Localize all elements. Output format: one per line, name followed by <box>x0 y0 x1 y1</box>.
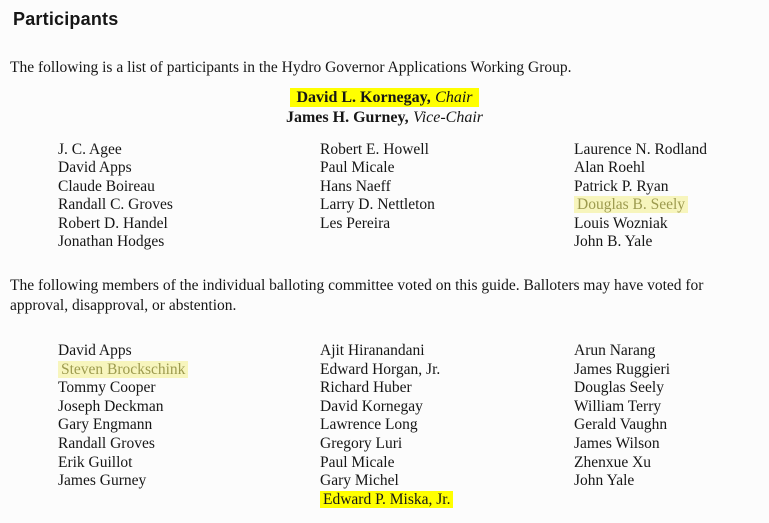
participant-name: J. C. Agee <box>58 140 122 158</box>
participant-name <box>320 491 574 510</box>
highlighted-participant-name: Steven Brockschink <box>58 361 188 378</box>
participant-name: Larry D. Nettleton <box>320 196 435 214</box>
vice-chair-name: James H. Gurney, <box>285 108 409 126</box>
participant-name: Richard Huber <box>320 379 412 397</box>
participant-name: Zhenxue Xu <box>574 453 652 471</box>
participant-name: Arun Narang <box>574 342 656 360</box>
participant-name: David Kornegay <box>320 397 423 415</box>
participant-name: Gerald Vaughn <box>574 416 668 434</box>
working-group-intro: The following is a list of participants in the Hydro Governor Applications Working Group. <box>10 59 572 76</box>
participant-name: James Wilson <box>574 435 660 453</box>
participant-name: James Ruggieri <box>574 360 670 378</box>
participant-name: Tommy Cooper <box>58 379 156 397</box>
officers-block <box>0 88 769 128</box>
participant-name: Claude Boireau <box>58 177 155 195</box>
participant-name: John Yale <box>574 472 635 490</box>
participant-name: Jonathan Hodges <box>58 233 165 251</box>
participant-name: John B. Yale <box>574 233 653 251</box>
page-title: Participants <box>13 9 119 29</box>
balloting-column-3 <box>574 342 769 509</box>
participant-name: David Apps <box>58 342 132 360</box>
participant-name: Alan Roehl <box>574 159 646 177</box>
participant-name <box>574 196 769 215</box>
working-group-column-3 <box>574 141 769 253</box>
balloting-column-1 <box>58 342 320 509</box>
chair-line <box>0 88 769 108</box>
participant-name <box>58 361 320 380</box>
participant-name: James Gurney <box>58 472 147 490</box>
working-group-list <box>0 141 769 253</box>
balloting-column-2 <box>320 342 574 509</box>
balloting-list <box>0 342 769 509</box>
participant-name: Hans Naeff <box>320 177 391 195</box>
balloting-intro: The following members of the individual balloting committee voted on this guide. Balloters may have voted for approval, disapproval, or abstention. <box>10 277 704 314</box>
participant-name: Joseph Deckman <box>58 397 164 415</box>
highlighted-participant-name: Douglas B. Seely <box>574 196 688 213</box>
participant-name: Robert E. Howell <box>320 140 429 158</box>
participant-name: Paul Micale <box>320 159 395 177</box>
participant-name: Gary Engmann <box>58 416 153 434</box>
participant-name: Les Pereira <box>320 214 391 232</box>
participant-name: Randall C. Groves <box>58 196 173 214</box>
participant-name: Erik Guillot <box>58 453 133 471</box>
participant-name: Paul Micale <box>320 453 395 471</box>
vice-chair-line <box>0 108 769 128</box>
participant-name: Laurence N. Rodland <box>574 140 707 158</box>
participant-name: Edward Horgan, Jr. <box>320 360 441 378</box>
participant-name: Patrick P. Ryan <box>574 177 669 195</box>
participant-name: Randall Groves <box>58 435 155 453</box>
chair-role: Chair <box>435 88 473 106</box>
working-group-column-1 <box>58 141 320 253</box>
participant-name: Gregory Luri <box>320 435 403 453</box>
working-group-column-2 <box>320 141 574 253</box>
participant-name: William Terry <box>574 397 662 415</box>
participant-name: Lawrence Long <box>320 416 418 434</box>
highlighted-participant-name: Edward P. Miska, Jr. <box>320 491 453 508</box>
participant-name: Gary Michel <box>320 472 399 490</box>
participant-name: Louis Wozniak <box>574 214 668 232</box>
participant-name: David Apps <box>58 159 132 177</box>
vice-chair-role: Vice-Chair <box>413 108 484 126</box>
participant-name: Robert D. Handel <box>58 214 168 232</box>
chair-highlight <box>290 88 478 107</box>
participant-name: Ajit Hiranandani <box>320 342 425 360</box>
participant-name: Douglas Seely <box>574 379 664 397</box>
chair-name: David L. Kornegay, <box>296 88 431 106</box>
